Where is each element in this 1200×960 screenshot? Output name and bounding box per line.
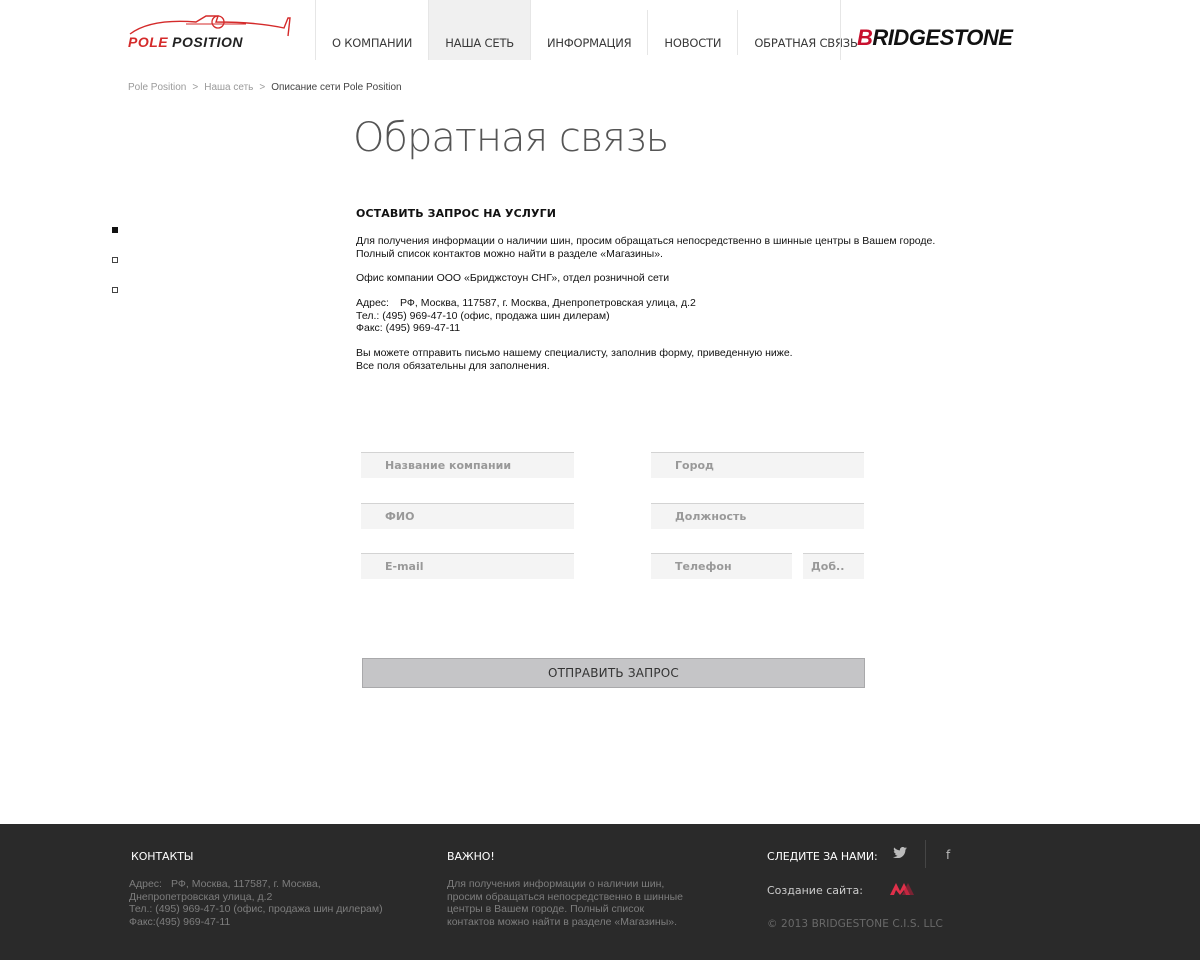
nav-news[interactable]: НОВОСТИ [664, 36, 722, 50]
nav-about[interactable]: О КОМПАНИИ [315, 0, 428, 60]
footer-contacts [129, 878, 383, 928]
breadcrumb [128, 82, 402, 93]
side-nav-dot-2[interactable] [112, 257, 118, 263]
pole-position-logo[interactable] [126, 10, 291, 52]
address-value: РФ, Москва, 117587, г. Москва, Днепропетровская улица, д.2 [400, 297, 696, 309]
footer-important-line: Для получения информации о наличии шин, [447, 878, 665, 890]
position-input[interactable] [651, 503, 864, 529]
breadcrumb-separator: > [192, 82, 199, 93]
side-nav-dot-3[interactable] [112, 287, 118, 293]
facebook-icon[interactable]: f [946, 848, 951, 862]
site-header [0, 0, 1200, 60]
site-footer [0, 824, 1200, 960]
breadcrumb-current: Описание сети Pole Position [271, 82, 402, 93]
copyright: © 2013 BRIDGESTONE C.I.S. LLC [767, 918, 943, 930]
footer-contacts-title: КОНТАКТЫ [131, 850, 194, 863]
phone-input[interactable] [651, 553, 792, 579]
footer-important-line: просим обращаться непосредственно в шинные [447, 890, 683, 903]
page-title: Обратная связь [353, 115, 669, 161]
site-creator-logo[interactable] [889, 882, 915, 901]
breadcrumb-our-network[interactable]: Наша сеть [204, 82, 254, 93]
form-note-line: Все поля обязательны для заполнения. [356, 359, 550, 372]
footer-important-line: центры в Вашем городе. Полный список [447, 903, 645, 915]
intro-line: Полный список контактов можно найти в разделе «Магазины». [356, 247, 663, 260]
address-line [356, 297, 696, 310]
intro-line: Для получения информации о наличии шин, просим обращаться непосредственно в шинные центры в Вашем городе. [356, 235, 936, 247]
form-note [356, 347, 793, 372]
address-label: Адрес: [356, 297, 389, 309]
footer-address-label: Адрес: [129, 878, 162, 890]
phone-line: Тел.: (495) 969-47-10 (офис, продажа шин дилерам) [356, 309, 610, 322]
section-title: ОСТАВИТЬ ЗАПРОС НА УСЛУГИ [356, 207, 557, 220]
bridgestone-logo[interactable]: BRIDGESTONE [840, 0, 1012, 60]
logo-wordmark: POLE POSITION [128, 34, 244, 50]
footer-address-line2: Днепропетровская улица, д.2 [129, 890, 273, 903]
footer-address-value: РФ, Москва, 117587, г. Москва, [171, 878, 321, 890]
side-nav-dot-1[interactable] [112, 227, 118, 233]
footer-important-text [447, 878, 683, 928]
intro-text [356, 235, 935, 260]
footer-social-divider [925, 840, 926, 868]
twitter-icon[interactable] [893, 847, 907, 861]
phone-ext-input[interactable] [803, 553, 864, 579]
footer-fax-line: Факс:(495) 969-47-11 [129, 915, 231, 928]
contact-details [356, 297, 696, 335]
footer-important-title: ВАЖНО! [447, 850, 495, 863]
city-input[interactable] [651, 452, 864, 478]
breadcrumb-separator: > [259, 82, 266, 93]
nav-feedback[interactable]: ОБРАТНАЯ СВЯЗЬ [754, 36, 858, 50]
form-note-line: Вы можете отправить письмо нашему специалисту, заполнив форму, приведенную ниже. [356, 347, 793, 359]
footer-follow-title: СЛЕДИТЕ ЗА НАМИ: [767, 850, 878, 863]
submit-request-button[interactable]: ОТПРАВИТЬ ЗАПРОС [362, 658, 865, 688]
main-nav [315, 0, 874, 60]
nav-information[interactable]: ИНФОРМАЦИЯ [530, 0, 647, 60]
footer-important-line: контактов можно найти в разделе «Магазины». [447, 915, 678, 928]
office-name: Офис компании ООО «Бриджстоун СНГ», отдел розничной сети [356, 272, 670, 284]
footer-phone-line: Тел.: (495) 969-47-10 (офис, продажа шин дилерам) [129, 903, 383, 915]
email-input[interactable] [361, 553, 574, 579]
nav-our-network[interactable]: НАША СЕТЬ [428, 0, 530, 60]
site-creator-label: Создание сайта: [767, 884, 864, 897]
footer-address-line [129, 878, 383, 891]
full-name-input[interactable] [361, 503, 574, 529]
company-name-input[interactable] [361, 452, 574, 478]
breadcrumb-pole-position[interactable]: Pole Position [128, 82, 187, 93]
fax-line: Факс: (495) 969-47-11 [356, 322, 461, 334]
